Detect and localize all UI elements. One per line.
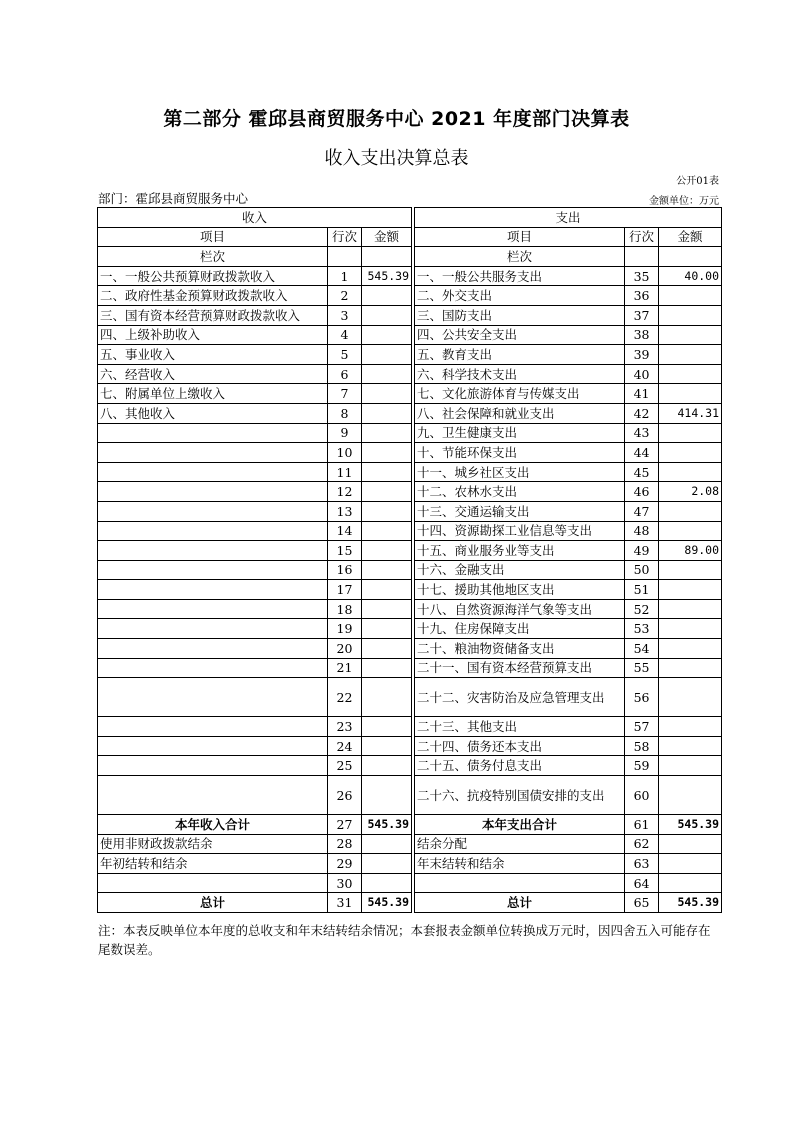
income-amount-cell [362,541,412,561]
table-row [98,266,722,286]
income-row-no-cell: 10 [328,443,362,463]
table-row [98,541,722,561]
income-amount-cell [362,443,412,463]
income-item-cell [98,873,328,893]
income-expense-table [97,207,722,913]
income-item-cell [98,482,328,502]
table-row [98,423,722,443]
income-item-cell [98,776,328,815]
income-amount-cell [362,678,412,717]
expense-amount-cell [659,423,722,443]
expense-row-no-cell: 52 [625,599,659,619]
income-amount-cell: 545.39 [362,815,412,835]
header-row-column-label [98,247,722,267]
expense-amount-cell [659,639,722,659]
table-row [98,658,722,678]
income-item-cell [98,521,328,541]
income-amount-cell [362,736,412,756]
expense-item-cell [415,873,625,893]
expense-amount-cell [659,658,722,678]
income-amount-cell [362,384,412,404]
expense-item-cell: 二十六、抗疫特别国债安排的支出 [415,776,625,815]
income-amount-cell: 545.39 [362,266,412,286]
income-row-no-cell: 23 [328,717,362,737]
income-amount-cell [362,423,412,443]
income-row-no-cell: 20 [328,639,362,659]
income-item-cell [98,541,328,561]
income-row-no-cell: 25 [328,756,362,776]
income-item-cell [98,462,328,482]
income-amount-cell [362,345,412,365]
income-amount-cell [362,560,412,580]
income-row-no-cell: 26 [328,776,362,815]
expense-amount-cell [659,364,722,384]
expense-row-no-cell: 57 [625,717,659,737]
income-amount-cell [362,482,412,502]
expense-row-no-cell: 38 [625,325,659,345]
income-item-cell [98,580,328,600]
income-amount-cell [362,658,412,678]
income-row-no-cell: 15 [328,541,362,561]
expense-item-cell: 二十、粮油物资储备支出 [415,639,625,659]
table-row [98,305,722,325]
income-row-no-cell: 19 [328,619,362,639]
income-amount-cell [362,756,412,776]
expense-row-no-cell: 36 [625,286,659,306]
expense-item-cell: 十九、住房保障支出 [415,619,625,639]
expense-item-cell: 二十四、债务还本支出 [415,736,625,756]
expense-row-no-cell: 48 [625,521,659,541]
expense-item-cell: 十三、交通运输支出 [415,501,625,521]
income-row-no-cell: 8 [328,403,362,423]
table-row [98,678,722,717]
income-amount-cell [362,619,412,639]
income-row-no-cell: 13 [328,501,362,521]
income-item-cell: 六、经营收入 [98,364,328,384]
table-row [98,580,722,600]
income-row-no-cell: 24 [328,736,362,756]
table-row [98,639,722,659]
income-amount-cell [362,521,412,541]
income-amount-cell [362,501,412,521]
expense-amount-cell [659,599,722,619]
expense-item-cell: 本年支出合计 [415,815,625,835]
form-number: 公开01表 [676,176,719,187]
header-row-columns [98,227,722,247]
income-amount-cell [362,717,412,737]
expense-item-cell: 九、卫生健康支出 [415,423,625,443]
expense-amount-cell [659,286,722,306]
income-row-no-cell: 3 [328,305,362,325]
table-row [98,325,722,345]
expense-item-cell: 四、公共安全支出 [415,325,625,345]
income-item-cell [98,423,328,443]
expense-row-no-cell: 42 [625,403,659,423]
expense-item-cell: 十八、自然资源海洋气象等支出 [415,599,625,619]
expense-amount-cell: 545.39 [659,815,722,835]
income-item-cell: 五、事业收入 [98,345,328,365]
table-row [98,345,722,365]
table-row [98,482,722,502]
expense-row-no-cell: 63 [625,854,659,874]
expense-column-label: 栏次 [415,247,625,267]
expense-item-cell: 七、文化旅游体育与传媒支出 [415,384,625,404]
expense-amount-cell: 40.00 [659,266,722,286]
expense-amount-cell [659,678,722,717]
expense-row-no-cell: 61 [625,815,659,835]
expense-item-cell: 十六、金融支出 [415,560,625,580]
table-row [98,619,722,639]
table-row [98,834,722,854]
expense-amount-cell: 414.31 [659,403,722,423]
expense-item-cell: 六、科学技术支出 [415,364,625,384]
expense-row-no-cell: 37 [625,305,659,325]
expense-item-cell: 十二、农林水支出 [415,482,625,502]
expense-amount-cell [659,854,722,874]
income-amount-header: 金额 [362,227,412,247]
expense-item-cell: 结余分配 [415,834,625,854]
income-row-no-cell: 27 [328,815,362,835]
table-row [98,286,722,306]
expense-amount-cell [659,756,722,776]
income-row-no-cell: 22 [328,678,362,717]
income-amount-cell [362,364,412,384]
income-row-no-cell: 30 [328,873,362,893]
income-item-cell: 四、上级补助收入 [98,325,328,345]
expense-item-cell: 十七、援助其他地区支出 [415,580,625,600]
expense-item-cell: 十、节能环保支出 [415,443,625,463]
expense-item-cell: 二十三、其他支出 [415,717,625,737]
expense-item-cell: 五、教育支出 [415,345,625,365]
expense-row-no-cell: 43 [625,423,659,443]
expense-item-cell: 二十五、债务付息支出 [415,756,625,776]
table-row [98,736,722,756]
income-row-no-cell: 31 [328,893,362,913]
header-row-section [98,208,722,228]
income-amount-cell [362,286,412,306]
expense-item-cell: 十一、城乡社区支出 [415,462,625,482]
expense-amount-cell [659,736,722,756]
income-amount-cell [362,873,412,893]
expense-row-no-cell: 58 [625,736,659,756]
expense-amount-cell [659,443,722,463]
income-item-cell: 一、一般公共预算财政拨款收入 [98,266,328,286]
table-row [98,717,722,737]
income-item-cell [98,658,328,678]
expense-item-cell: 八、社会保障和就业支出 [415,403,625,423]
expense-amount-cell [659,305,722,325]
income-item-cell [98,639,328,659]
expense-row-no-cell: 39 [625,345,659,365]
income-row-no-cell: 16 [328,560,362,580]
expense-amount-cell [659,462,722,482]
expense-item-cell: 总计 [415,893,625,913]
expense-item-header: 项目 [415,227,625,247]
table-row [98,815,722,835]
expense-row-no-cell: 44 [625,443,659,463]
expense-amount-cell: 89.00 [659,541,722,561]
expense-amount-cell [659,560,722,580]
income-amount-cell [362,403,412,423]
income-item-cell [98,501,328,521]
expense-row-no-cell: 65 [625,893,659,913]
income-row-no-cell: 21 [328,658,362,678]
expense-amount-cell [659,501,722,521]
table-row [98,384,722,404]
expense-amount-header: 金额 [659,227,722,247]
expense-amount-cell [659,834,722,854]
income-item-cell [98,560,328,580]
table-row [98,599,722,619]
income-item-header: 项目 [98,227,328,247]
income-row-no-cell: 18 [328,599,362,619]
income-item-cell [98,443,328,463]
expense-item-cell: 二、外交支出 [415,286,625,306]
income-amount-cell [362,462,412,482]
expense-amount-cell [659,619,722,639]
expense-amount-cell [659,325,722,345]
expense-row-no-cell: 45 [625,462,659,482]
income-amount-cell: 545.39 [362,893,412,913]
expense-row-no-cell: 41 [625,384,659,404]
income-amount-cell [362,599,412,619]
expense-row-no-cell: 35 [625,266,659,286]
income-amount-cell [362,305,412,325]
expense-item-cell: 三、国防支出 [415,305,625,325]
table-row [98,756,722,776]
table-subtitle: 收入支出决算总表 [324,148,469,169]
expense-row-no-cell: 47 [625,501,659,521]
income-item-cell [98,756,328,776]
income-column-label: 栏次 [98,247,328,267]
expense-amount-cell [659,776,722,815]
expense-row-no-cell: 62 [625,834,659,854]
table-row [98,521,722,541]
table-row [98,501,722,521]
expense-row-no-header: 行次 [625,227,659,247]
income-amount-cell [362,834,412,854]
income-item-cell [98,736,328,756]
expense-amount-cell [659,521,722,541]
expense-section-header: 支出 [415,208,722,228]
table-row [98,403,722,423]
income-item-cell: 使用非财政拨款结余 [98,834,328,854]
income-item-cell [98,619,328,639]
amount-unit-label: 金额单位：万元 [649,196,719,207]
expense-amount-cell [659,384,722,404]
expense-row-no-cell: 54 [625,639,659,659]
expense-row-no-cell: 59 [625,756,659,776]
income-row-no-cell: 9 [328,423,362,443]
income-item-cell: 总计 [98,893,328,913]
income-row-no-cell: 7 [328,384,362,404]
expense-row-no-cell: 53 [625,619,659,639]
income-row-no-cell: 11 [328,462,362,482]
income-amount-cell [362,325,412,345]
expense-amount-cell [659,345,722,365]
income-item-cell: 七、附属单位上缴收入 [98,384,328,404]
income-amount-cell [362,580,412,600]
income-row-no-cell: 6 [328,364,362,384]
income-amount-cell [362,854,412,874]
expense-row-no-cell: 56 [625,678,659,717]
table-row [98,854,722,874]
income-row-no-cell: 4 [328,325,362,345]
income-row-no-cell: 2 [328,286,362,306]
income-row-no-cell: 12 [328,482,362,502]
expense-item-cell: 二十二、灾害防治及应急管理支出 [415,678,625,717]
expense-row-no-cell: 51 [625,580,659,600]
table-row [98,462,722,482]
income-item-cell: 八、其他收入 [98,403,328,423]
expense-row-no-cell: 64 [625,873,659,893]
table-row [98,364,722,384]
income-row-no-cell: 29 [328,854,362,874]
income-item-cell [98,599,328,619]
page-title: 第二部分 霍邱县商贸服务中心 2021 年度部门决算表 [163,108,630,130]
footnote: 注：本表反映单位本年度的总收支和年末结转结余情况；本套报表金额单位转换成万元时，因四舍五入可能存在尾数误差。 [98,923,711,957]
income-amount-cell [362,776,412,815]
income-row-no-cell: 1 [328,266,362,286]
expense-item-cell: 一、一般公共服务支出 [415,266,625,286]
expense-item-cell: 二十一、国有资本经营预算支出 [415,658,625,678]
income-item-cell: 三、国有资本经营预算财政拨款收入 [98,305,328,325]
income-amount-cell [362,639,412,659]
expense-row-no-cell: 50 [625,560,659,580]
income-item-cell: 年初结转和结余 [98,854,328,874]
income-item-cell [98,678,328,717]
table-row [98,443,722,463]
income-row-no-cell: 14 [328,521,362,541]
expense-row-no-cell: 40 [625,364,659,384]
table-row [98,893,722,913]
department-label: 部门：霍邱县商贸服务中心 [98,191,249,206]
expense-row-no-cell: 55 [625,658,659,678]
table-row [98,560,722,580]
table-row [98,776,722,815]
income-row-no-cell: 5 [328,345,362,365]
expense-amount-cell [659,873,722,893]
income-row-no-cell: 28 [328,834,362,854]
expense-row-no-cell: 46 [625,482,659,502]
expense-row-no-cell: 60 [625,776,659,815]
income-section-header: 收入 [98,208,412,228]
income-row-no-header: 行次 [328,227,362,247]
expense-item-cell: 十四、资源勘探工业信息等支出 [415,521,625,541]
income-item-cell: 本年收入合计 [98,815,328,835]
expense-amount-cell [659,717,722,737]
table-row [98,873,722,893]
expense-item-cell: 年末结转和结余 [415,854,625,874]
expense-amount-cell: 545.39 [659,893,722,913]
expense-row-no-cell: 49 [625,541,659,561]
expense-amount-cell: 2.08 [659,482,722,502]
expense-amount-cell [659,580,722,600]
income-item-cell: 二、政府性基金预算财政拨款收入 [98,286,328,306]
income-item-cell [98,717,328,737]
expense-item-cell: 十五、商业服务业等支出 [415,541,625,561]
income-row-no-cell: 17 [328,580,362,600]
